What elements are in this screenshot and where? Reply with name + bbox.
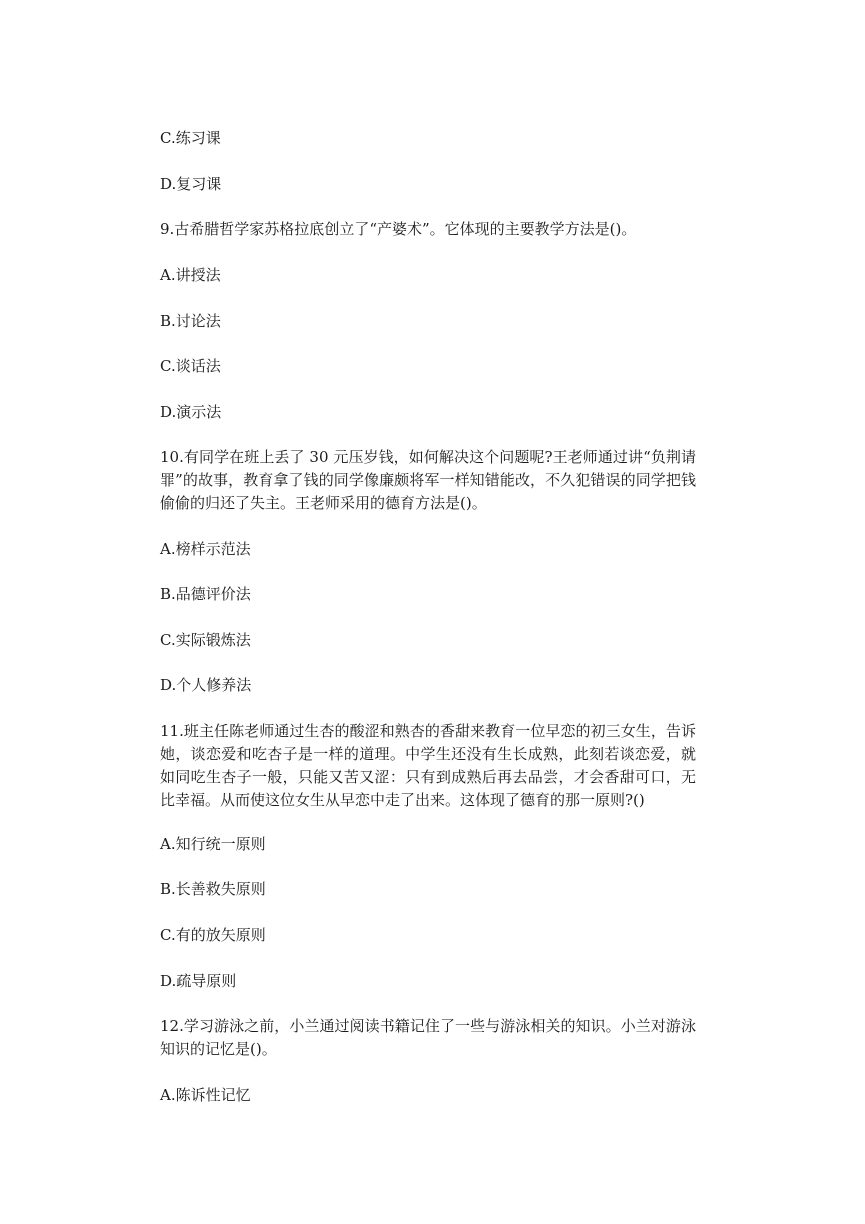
question-11: 11.班主任陈老师通过生杏的酸涩和熟杏的香甜来教育一位早恋的初三女生，告诉她，谈恋爱和吃杏子是一样的道理。中学生还没有生长成熟，此刻若谈恋爱，就如同吃生杏子一般，只能又苦又涩：只有到成熟后再去品尝，才会香甜可口，无比幸福。从而使这位女生从早恋中走了出来。这体现了德育的那一原则?(): [160, 722, 696, 809]
option-c-practice-lesson: C.练习课: [160, 129, 221, 147]
question-10-option-d: D.个人修养法: [160, 676, 252, 694]
question-9-option-d: D.演示法: [160, 403, 222, 421]
option-d-review-lesson: D.复习课: [160, 175, 222, 193]
question-12: 12.学习游泳之前，小兰通过阅读书籍记住了一些与游泳相关的知识。小兰对游泳知识的记忆是()。: [160, 1017, 696, 1058]
question-12-option-a: A.陈诉性记忆: [160, 1086, 251, 1104]
question-11-option-b: B.长善救失原则: [160, 880, 266, 898]
question-10-option-b: B.品德评价法: [160, 585, 251, 603]
question-9-option-c: C.谈话法: [160, 357, 221, 375]
question-10-option-a: A.榜样示范法: [160, 540, 251, 558]
question-9-option-a: A.讲授法: [160, 266, 221, 284]
question-9: 9.古希腊哲学家苏格拉底创立了“产婆术”。它体现的主要教学方法是()。: [160, 220, 637, 238]
question-11-option-c: C.有的放矢原则: [160, 926, 266, 944]
question-9-option-b: B.讨论法: [160, 312, 221, 330]
question-10: 10.有同学在班上丢了 30 元压岁钱，如何解决这个问题呢?王老师通过讲“负荆请罪”的故事，教育拿了钱的同学像廉颇将军一样知错能改，不久犯错误的同学把钱偷偷的归还了失主。王老师采用的德育方法是()。: [160, 448, 696, 512]
question-11-option-d: D.疏导原则: [160, 972, 237, 990]
question-10-option-c: C.实际锻炼法: [160, 631, 251, 649]
question-11-option-a: A.知行统一原则: [160, 835, 266, 853]
